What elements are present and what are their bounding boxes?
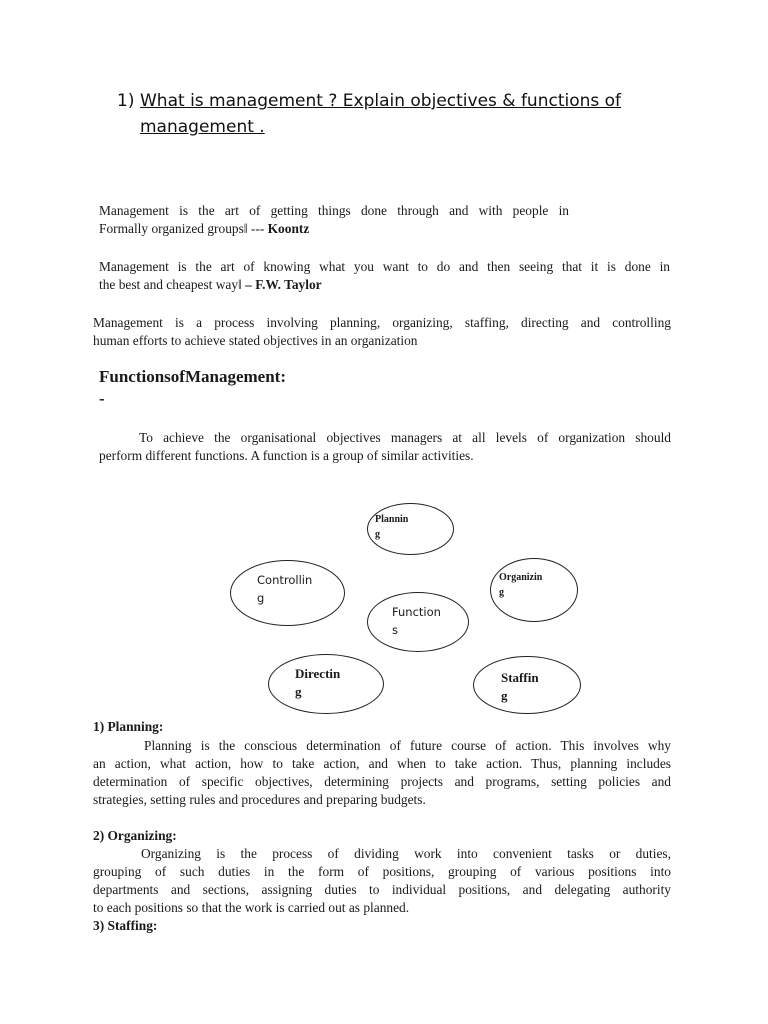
definition-process-line-1: Management is a process involving planning, organizing, staffing, directing and controlling (93, 315, 671, 330)
label-planning-a: Plannin (375, 514, 409, 525)
definition-taylor-text: the best and cheapest way‖ (99, 277, 246, 292)
ellipse-directing (268, 654, 384, 714)
ellipse-staffing (473, 656, 581, 714)
ellipse-controlling (230, 560, 345, 626)
functions-title-text: FunctionsofManagement: (99, 367, 286, 386)
definition-koontz-line-1: Management is the art of getting things done through and with people in (99, 203, 569, 218)
functions-title-dash: - (99, 389, 105, 408)
organizing-line-3: departments and sections, assigning duties to individual positions, and delegating authority (93, 882, 671, 897)
functions-intro-line-1: To achieve the organisational objectives managers at all levels of organization should (139, 430, 671, 445)
heading-line-1: What is management ? Explain objectives & functions of (140, 91, 622, 111)
organizing-line-1: Organizing is the process of dividing work into convenient tasks or duties, (141, 846, 671, 861)
label-staffing-a: Staffin (501, 670, 539, 685)
planning-line-4: strategies, setting rules and procedures and preparing budgets. (93, 792, 426, 807)
ellipse-planning (367, 503, 454, 555)
planning-line-3: determination of specific objectives, determining projects and programs, setting policies and (93, 774, 671, 789)
organizing-line-2: grouping of such duties in the form of positions, grouping of various positions into (93, 864, 671, 879)
definition-taylor-author: – F.W. Taylor (245, 277, 322, 292)
label-planning-b: g (375, 529, 380, 540)
label-controlling-b: g (257, 591, 265, 605)
label-directing-b: g (295, 684, 302, 699)
planning-line-1: Planning is the conscious determination of future course of action. This involves why (144, 738, 671, 753)
definition-process-line-2: human efforts to achieve stated objectives in an organization (93, 333, 418, 348)
label-directing-a: Directin (295, 666, 341, 681)
label-functions-a: Function (392, 605, 441, 619)
label-controlling-a: Controllin (257, 573, 313, 587)
ellipse-organizing (490, 558, 578, 622)
label-staffing-b: g (501, 688, 508, 703)
functions-intro-line-2: perform different functions. A function is a group of similar activities. (99, 448, 474, 463)
definition-taylor-line-1: Management is the art of knowing what you want to do and then seeing that it is done in (99, 259, 670, 274)
question-number: 1) (117, 91, 135, 111)
definition-koontz-author: Koontz (267, 221, 310, 236)
label-organizing-a: Organizin (499, 572, 543, 583)
label-organizing-b: g (499, 587, 504, 598)
planning-line-2: an action, what action, how to take action, and when to take action. Thus, planning includes (93, 756, 671, 771)
organizing-line-4: to each positions so that the work is carried out as planned. (93, 900, 410, 915)
planning-title: 1) Planning: (93, 719, 164, 734)
ellipse-functions (367, 592, 469, 652)
organizing-title: 2) Organizing: (93, 828, 177, 843)
heading-line-2: management . (140, 117, 265, 137)
definition-koontz-text: Formally organized groups‖ --- (99, 221, 268, 236)
label-functions-b: s (392, 623, 398, 637)
staffing-title: 3) Staffing: (93, 918, 158, 933)
